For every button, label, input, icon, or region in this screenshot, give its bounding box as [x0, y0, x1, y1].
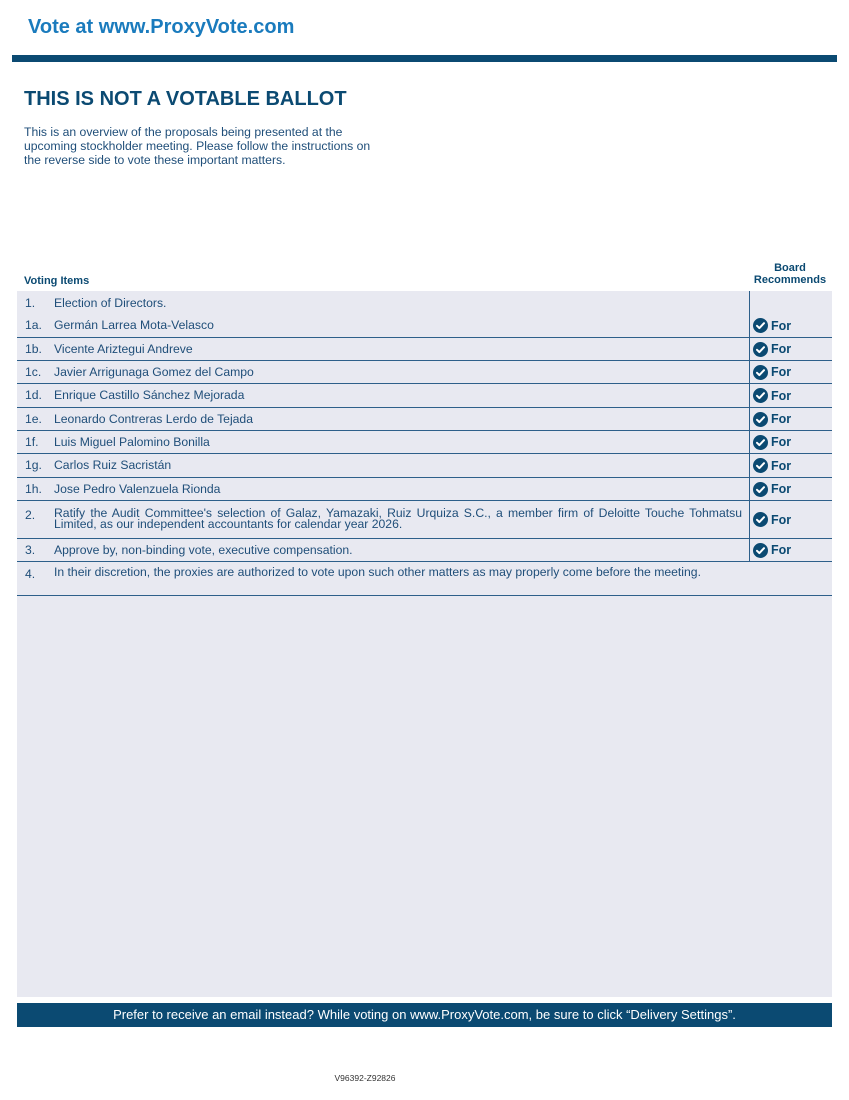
item-number: 2.	[25, 508, 36, 522]
recommendation-cell	[749, 361, 832, 383]
item-number: 1h.	[25, 482, 42, 496]
table-row	[17, 539, 832, 562]
recommendation-cell	[749, 408, 832, 430]
intro-line: the reverse side to vote these important matters.	[24, 153, 286, 167]
intro-text	[24, 125, 424, 167]
recommendation-cell	[749, 478, 832, 500]
table-row	[17, 408, 832, 431]
table-row	[17, 291, 832, 314]
item-text: Luis Miguel Palomino Bonilla	[54, 435, 210, 449]
item-text: Carlos Ruiz Sacristán	[54, 458, 172, 472]
item-text: Germán Larrea Mota-Velasco	[54, 318, 214, 332]
recommendation-label: For	[771, 458, 792, 473]
item-number: 3.	[25, 543, 36, 557]
table-row	[17, 384, 832, 408]
voting-items-header: Voting Items	[24, 275, 90, 287]
recommendation-cell	[749, 314, 832, 337]
recommendation-label: For	[771, 342, 792, 356]
check-circle-icon	[753, 342, 768, 357]
recommendation-label: For	[771, 365, 792, 379]
item-number: 1g.	[25, 458, 42, 472]
item-text: In their discretion, the proxies are authorized to vote upon such other matters as may properly come before the meeting.	[54, 565, 701, 579]
page-title: THIS IS NOT A VOTABLE BALLOT	[24, 88, 347, 110]
voting-items-panel	[17, 291, 832, 997]
recommendation-cell	[749, 338, 832, 360]
item-text: Jose Pedro Valenzuela Rionda	[54, 482, 221, 496]
item-text: Enrique Castillo Sánchez Mejorada	[54, 388, 245, 402]
recommendation-label: For	[771, 435, 792, 449]
table-row	[17, 361, 832, 384]
recommendation-label: For	[771, 412, 792, 426]
intro-line: upcoming stockholder meeting. Please follow the instructions on	[24, 139, 371, 153]
check-circle-icon	[753, 388, 768, 403]
check-circle-icon	[753, 543, 768, 558]
table-row	[17, 478, 832, 501]
recommendation-label: For	[771, 482, 792, 496]
recommendation-cell	[749, 454, 832, 477]
recommendation-cell	[749, 384, 832, 407]
check-circle-icon	[753, 482, 768, 497]
board-recommends-line2: Recommends	[753, 274, 827, 286]
item-number: 1d.	[25, 388, 42, 402]
item-number: 1a.	[25, 318, 42, 332]
item-number: 4.	[25, 567, 36, 581]
recommendation-label: For	[771, 512, 792, 527]
document-code: V96392-Z92826	[334, 1073, 396, 1083]
recommendation-cell	[749, 431, 832, 453]
table-row	[17, 338, 832, 361]
item-text: Approve by, non-binding vote, executive compensation.	[54, 543, 353, 557]
check-circle-icon	[753, 458, 768, 473]
item-text: Javier Arrigunaga Gomez del Campo	[54, 365, 254, 379]
header-proxyvote-title: Vote at www.ProxyVote.com	[28, 16, 295, 38]
intro-line: This is an overview of the proposals being presented at the	[24, 125, 343, 139]
recommendation-cell	[749, 501, 832, 538]
table-row	[17, 454, 832, 478]
item-text: Ratify the Audit Committee's selection of Galaz, Yamazaki, Ruiz Urquiza S.C., a member firm of Deloitte Touche Tohmatsu Limited, as our independent accountants for calendar year 2026.	[54, 506, 742, 531]
item-text: Leonardo Contreras Lerdo de Tejada	[54, 412, 253, 426]
check-circle-icon	[753, 435, 768, 450]
item-number: 1f.	[25, 435, 39, 449]
check-circle-icon	[753, 365, 768, 380]
check-circle-icon	[753, 318, 768, 333]
item-number: 1e.	[25, 412, 42, 426]
recommendation-label: For	[771, 318, 792, 333]
item-number: 1c.	[25, 365, 42, 379]
item-number: 1.	[25, 296, 36, 310]
table-row	[17, 562, 832, 596]
table-row	[17, 431, 832, 454]
board-recommends-header	[748, 262, 832, 286]
delivery-settings-banner: Prefer to receive an email instead? While voting on www.ProxyVote.com, be sure to click “Delivery Settings”.	[17, 1003, 832, 1027]
recommendation-cell	[749, 539, 832, 561]
check-circle-icon	[753, 412, 768, 427]
voting-items-table	[17, 291, 832, 596]
table-row	[17, 314, 832, 338]
item-text: Vicente Ariztegui Andreve	[54, 342, 193, 356]
recommendation-cell	[749, 291, 832, 314]
item-text: Election of Directors.	[54, 296, 167, 310]
check-circle-icon	[753, 512, 768, 527]
table-row	[17, 501, 832, 539]
item-number: 1b.	[25, 342, 42, 356]
board-recommends-line1: Board	[774, 262, 806, 274]
recommendation-label: For	[771, 543, 792, 557]
header-rule	[12, 55, 837, 62]
recommendation-label: For	[771, 388, 792, 403]
